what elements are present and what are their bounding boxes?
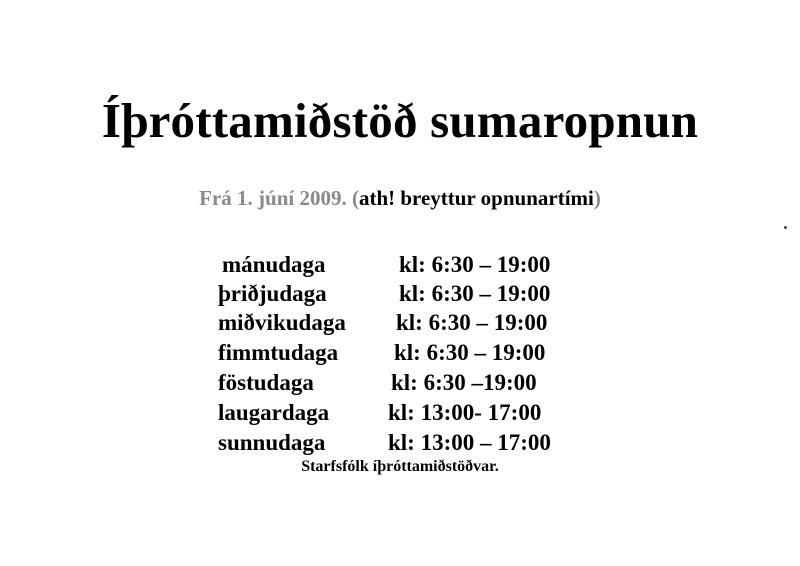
schedule-day: þriðjudaga (218, 281, 327, 306)
schedule-day: mánudaga (222, 252, 326, 277)
schedule-hours: kl: 13:00 – 17:00 (388, 430, 551, 455)
schedule-day: sunnudaga (218, 430, 326, 455)
schedule-hours: kl: 13:00- 17:00 (388, 400, 542, 425)
subtitle-close-paren: ) (593, 186, 601, 210)
notice-title: Íþróttamiðstöð sumaropnun (101, 93, 699, 148)
schedule-day: miðvikudaga (218, 310, 346, 335)
schedule-row-tuesday (0, 281, 800, 311)
schedule-row-sunday (0, 430, 800, 460)
schedule-hours: kl: 6:30 – 19:00 (394, 340, 546, 365)
schedule-row-friday (0, 370, 800, 400)
schedule-row-wednesday (0, 310, 800, 340)
subtitle-date: Frá 1. júní 2009. ( (199, 186, 359, 210)
schedule-row-saturday (0, 400, 800, 430)
schedule-hours: kl: 6:30 – 19:00 (399, 281, 551, 306)
schedule-day: laugardaga (218, 400, 330, 425)
scan-speck (784, 226, 787, 229)
schedule-hours: kl: 6:30 – 19:00 (399, 252, 551, 277)
subtitle-note: ath! breyttur opnunartími (358, 186, 594, 210)
staff-signature: Starfsfólk íþróttamiðstöðvar. (301, 458, 499, 475)
schedule-day: föstudaga (218, 370, 314, 395)
schedule-row-monday (0, 252, 800, 282)
schedule-hours: kl: 6:30 –19:00 (391, 370, 537, 395)
schedule-row-thursday (0, 340, 800, 370)
schedule-hours: kl: 6:30 – 19:00 (396, 310, 548, 335)
schedule-day: fimmtudaga (218, 340, 339, 365)
